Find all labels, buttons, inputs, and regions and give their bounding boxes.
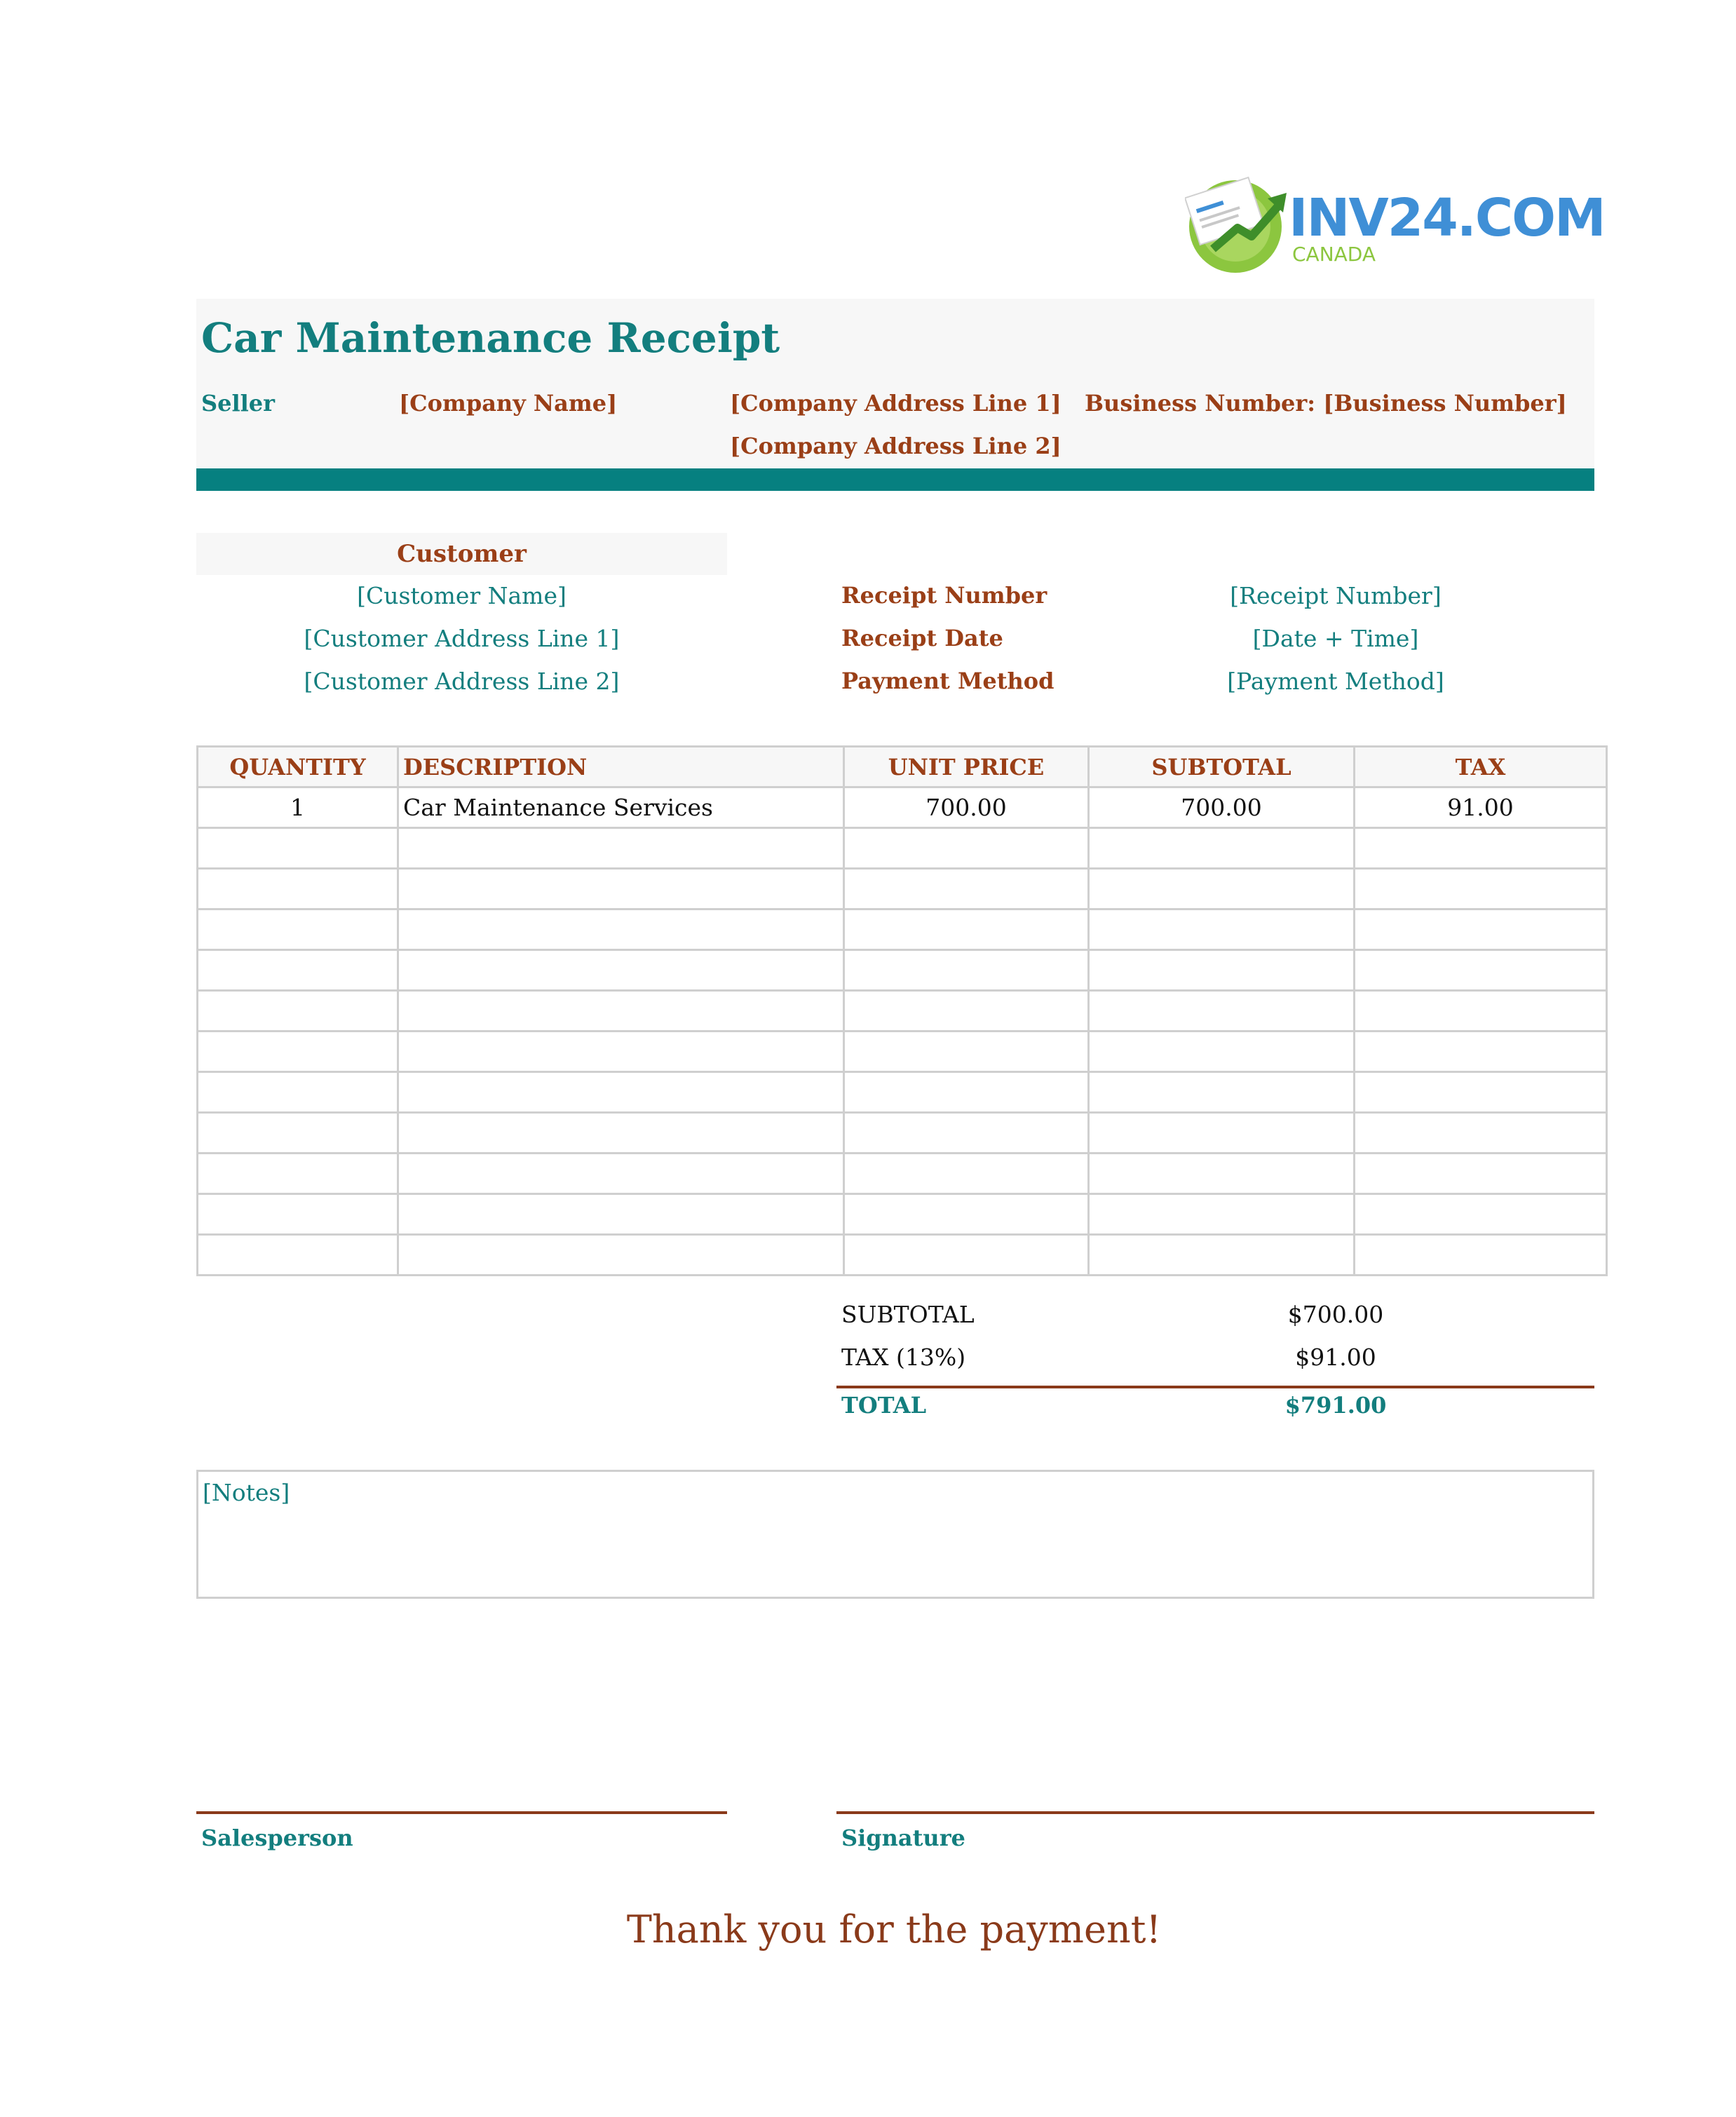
receipt-number-label: Receipt Number [841, 582, 1047, 609]
cell-tax [1355, 991, 1607, 1032]
cell-subtotal [1089, 1194, 1355, 1235]
company-address-line-1: [Company Address Line 1] [730, 390, 1062, 417]
total-divider [836, 1386, 1594, 1388]
cell-subtotal: 700.00 [1089, 787, 1355, 828]
table-row [198, 787, 1607, 828]
table-row [198, 1235, 1607, 1276]
cell-tax [1355, 828, 1607, 869]
cell-description [398, 1194, 844, 1235]
seller-label: Seller [201, 390, 275, 417]
payment-method-value: [Payment Method] [1227, 668, 1444, 695]
company-address-line-2: [Company Address Line 2] [730, 433, 1062, 459]
notes-box[interactable] [196, 1470, 1594, 1599]
cell-description [398, 950, 844, 991]
receipt-date-label: Receipt Date [841, 625, 1003, 651]
cell-subtotal [1089, 909, 1355, 950]
cell-subtotal [1089, 1072, 1355, 1113]
cell-description: Car Maintenance Services [398, 787, 844, 828]
cell-description [398, 828, 844, 869]
table-body [198, 787, 1607, 1276]
cell-quantity [198, 991, 398, 1032]
salesperson-signature-line [196, 1811, 727, 1814]
column-header-quantity: QUANTITY [198, 747, 398, 787]
table-row [198, 1194, 1607, 1235]
page-title: Car Maintenance Receipt [201, 314, 780, 362]
cell-quantity [198, 869, 398, 909]
tax-value: $91.00 [1295, 1344, 1376, 1371]
column-header-description: DESCRIPTION [398, 747, 844, 787]
receipt-number-value: [Receipt Number] [1230, 582, 1442, 609]
cell-quantity [198, 1113, 398, 1154]
cell-quantity [198, 1032, 398, 1072]
salesperson-label: Salesperson [201, 1825, 353, 1851]
cell-unit-price [844, 1235, 1089, 1276]
total-value: $791.00 [1284, 1392, 1387, 1419]
signature-line [836, 1811, 1594, 1814]
cell-subtotal [1089, 1032, 1355, 1072]
header-divider-bar [196, 468, 1594, 491]
table-row [198, 1072, 1607, 1113]
cell-tax [1355, 1154, 1607, 1194]
cell-description [398, 1113, 844, 1154]
cell-description [398, 1154, 844, 1194]
table-row [198, 950, 1607, 991]
subtotal-label: SUBTOTAL [841, 1301, 975, 1328]
cell-subtotal [1089, 950, 1355, 991]
cell-unit-price [844, 828, 1089, 869]
cell-tax [1355, 1072, 1607, 1113]
business-number: Business Number: [Business Number] [1085, 390, 1567, 417]
cell-quantity [198, 950, 398, 991]
customer-address-line-2: [Customer Address Line 2] [304, 668, 620, 695]
cell-unit-price: 700.00 [844, 787, 1089, 828]
cell-subtotal [1089, 1235, 1355, 1276]
subtotal-value: $700.00 [1287, 1301, 1384, 1328]
cell-unit-price [844, 1154, 1089, 1194]
cell-quantity [198, 909, 398, 950]
table-row [198, 909, 1607, 950]
table-row [198, 1113, 1607, 1154]
cell-subtotal [1089, 991, 1355, 1032]
cell-description [398, 991, 844, 1032]
column-header-tax: TAX [1355, 747, 1607, 787]
cell-unit-price [844, 1194, 1089, 1235]
cell-unit-price [844, 1113, 1089, 1154]
cell-tax: 91.00 [1355, 787, 1607, 828]
cell-description [398, 1235, 844, 1276]
cell-description [398, 1032, 844, 1072]
table-row [198, 991, 1607, 1032]
cell-unit-price [844, 909, 1089, 950]
cell-unit-price [844, 1072, 1089, 1113]
cell-quantity: 1 [198, 787, 398, 828]
column-header-subtotal: SUBTOTAL [1089, 747, 1355, 787]
tax-label: TAX (13%) [841, 1344, 966, 1371]
items-table [196, 745, 1608, 1276]
cell-description [398, 909, 844, 950]
notes-text: [Notes] [203, 1479, 290, 1506]
total-label: TOTAL [841, 1392, 927, 1419]
cell-tax [1355, 869, 1607, 909]
customer-address-line-1: [Customer Address Line 1] [304, 625, 620, 652]
cell-quantity [198, 1235, 398, 1276]
cell-unit-price [844, 950, 1089, 991]
receipt-date-value: [Date + Time] [1252, 625, 1419, 652]
cell-subtotal [1089, 828, 1355, 869]
cell-tax [1355, 1194, 1607, 1235]
table-header-row [198, 747, 1607, 787]
cell-quantity [198, 1154, 398, 1194]
cell-quantity [198, 1194, 398, 1235]
signature-label: Signature [841, 1825, 965, 1851]
cell-tax [1355, 909, 1607, 950]
cell-unit-price [844, 1032, 1089, 1072]
logo-brand-text: INV24.COM [1289, 188, 1605, 248]
cell-tax [1355, 950, 1607, 991]
cell-description [398, 1072, 844, 1113]
customer-label: Customer [397, 540, 527, 568]
cell-subtotal [1089, 1154, 1355, 1194]
customer-name: [Customer Name] [357, 582, 567, 609]
cell-tax [1355, 1235, 1607, 1276]
cell-quantity [198, 1072, 398, 1113]
cell-tax [1355, 1113, 1607, 1154]
cell-tax [1355, 1032, 1607, 1072]
thank-you-message: Thank you for the payment! [626, 1907, 1162, 1952]
cell-quantity [198, 828, 398, 869]
payment-method-label: Payment Method [841, 668, 1055, 694]
logo-region-text: CANADA [1292, 243, 1376, 266]
table-row [198, 1032, 1607, 1072]
table-row [198, 869, 1607, 909]
column-header-unit-price: UNIT PRICE [844, 747, 1089, 787]
cell-subtotal [1089, 869, 1355, 909]
cell-description [398, 869, 844, 909]
cell-unit-price [844, 991, 1089, 1032]
table-row [198, 828, 1607, 869]
cell-unit-price [844, 869, 1089, 909]
company-name: [Company Name] [399, 390, 618, 417]
table-row [198, 1154, 1607, 1194]
cell-subtotal [1089, 1113, 1355, 1154]
